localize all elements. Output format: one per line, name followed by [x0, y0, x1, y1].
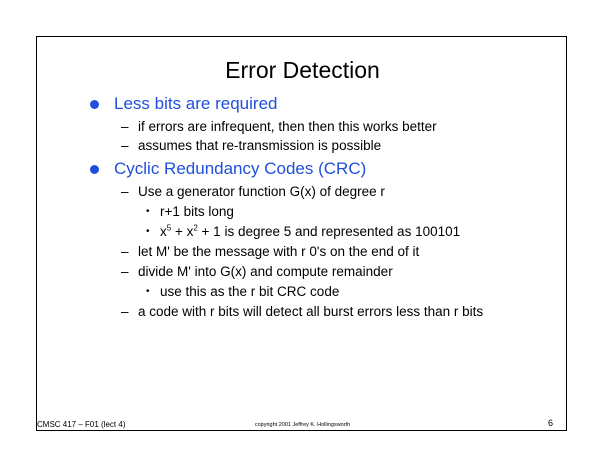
poly-plus-x: + x — [171, 224, 194, 239]
bullet-dot-icon — [90, 165, 99, 174]
page-number: 6 — [548, 418, 554, 428]
dash-icon: – — [121, 119, 129, 134]
bullet-heading: Cyclic Redundancy Codes (CRC) — [114, 159, 367, 178]
bullet-heading: Less bits are required — [114, 94, 278, 113]
bullet-icon: • — [146, 206, 150, 217]
sub-bullet-text: let M' be the message with r 0's on the end of it — [138, 244, 420, 259]
dash-icon: – — [121, 264, 129, 279]
sub-bullet-text: if errors are infrequent, then then this works better — [138, 119, 437, 134]
polynomial-text — [160, 223, 460, 240]
poly-exp-5: 5 — [166, 223, 172, 233]
poly-x: x — [160, 224, 167, 239]
footer-course: CMSC 417 – F01 (lect 4) — [37, 420, 126, 429]
sub-bullet-text: assumes that re-transmission is possible — [138, 138, 382, 153]
bullet-dot-icon — [90, 100, 99, 109]
sub-sub-bullet-text: r+1 bits long — [160, 204, 234, 219]
dash-icon: – — [121, 184, 129, 199]
poly-rest: + 1 is degree 5 and represented as 100101 — [197, 224, 461, 239]
sub-bullet-text: Use a generator function G(x) of degree r — [138, 184, 385, 199]
slide-title: Error Detection — [225, 57, 380, 83]
bullet-icon: • — [146, 286, 150, 297]
dash-icon: – — [121, 244, 129, 259]
dash-icon: – — [121, 304, 129, 319]
poly-exp-2: 2 — [193, 223, 198, 233]
sub-sub-bullet-text: use this as the r bit CRC code — [160, 284, 340, 299]
dash-icon: – — [121, 138, 129, 153]
bullet-icon: • — [146, 226, 150, 237]
sub-bullet-text: a code with r bits will detect all burst errors less than r bits — [138, 304, 484, 319]
sub-bullet-text: divide M' into G(x) and compute remainder — [138, 264, 393, 279]
footer-copyright: copyright 2001 Jeffrey K. Hollingsworth — [254, 422, 351, 428]
